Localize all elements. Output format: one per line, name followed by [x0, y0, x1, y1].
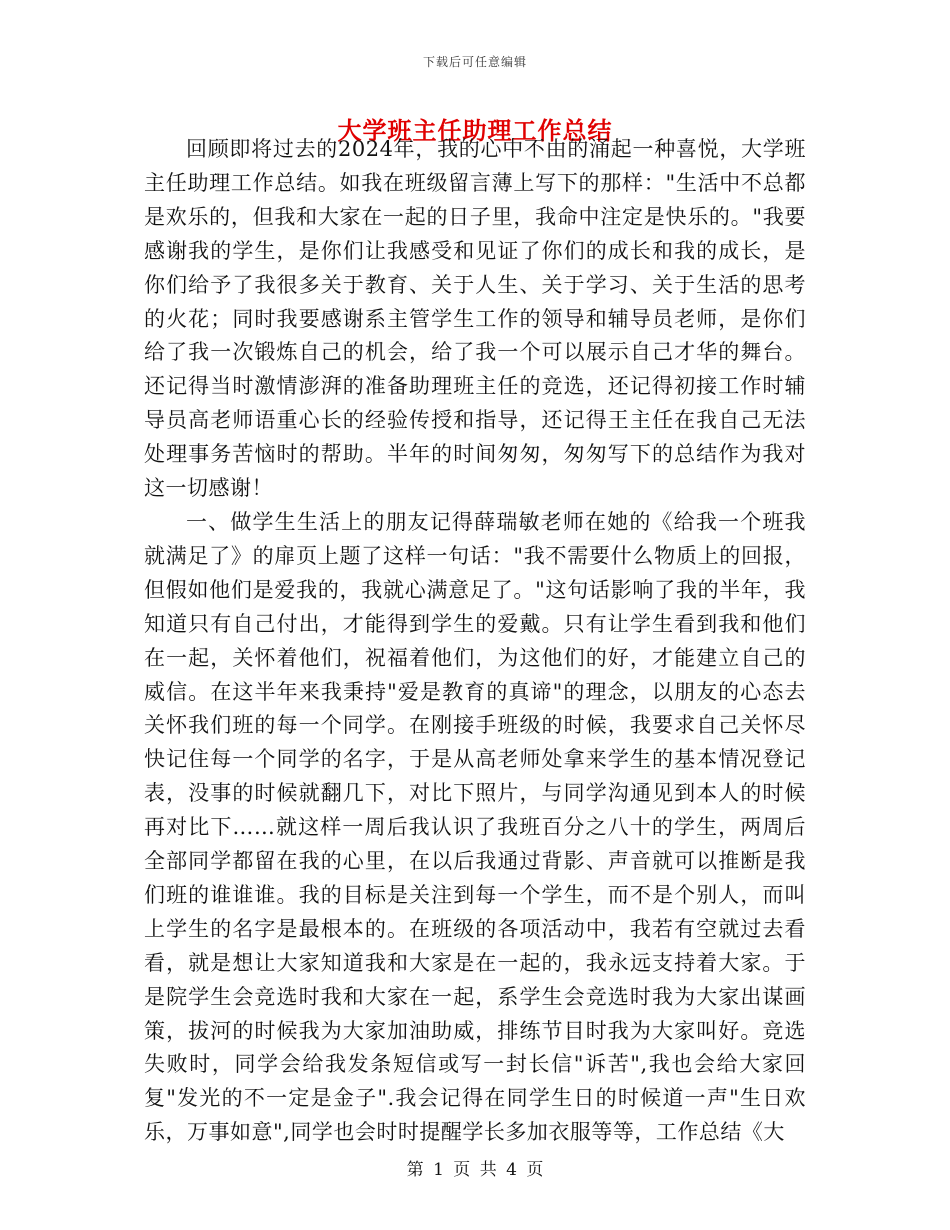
document-title: 大学班主任助理工作总结 [337, 116, 613, 145]
header-note: 下载后可任意编辑 [422, 55, 527, 69]
paragraph-section-one: 一、做学生生活上的朋友记得薛瑞敏老师在她的《给我一个班我就满足了》的扉页上题了这样一句话："我不需要什么物质上的回报，但假如他们是爱我的，我就心满意足了。"这句话影响了我的半年，我知道只有自己付出，才能得到学生的爱戴。只有让学生看到我和他们在一起，关怀着他们，祝福着他们，为这他们的好，才能建立自己的威信。在这半年来我秉持"爱是教育的真谛"的理念，以朋友的心态去关怀我们班的每一个同学。在刚接手班级的时候，我要求自己关怀尽快记住每一个同学的名字，于是从高老师处拿来学生的基本情况登记表，没事的时候就翻几下，对比下照片，与同学沟通见到本人的时候再对比下……就这样一周后我认识了我班百分之八十的学生，两周后全部同学都留在我的心里，在以后我通过背影、声音就可以推断是我们班的谁谁谁。我的目标是关注到每一个学生，而不是个别人，而叫上学生的名字是最根本的。在班级的各项活动中，我若有空就过去看看，就是想让大家知道我和大家是在一起的，我永远支持着大家。于是院学生会竞选时我和大家在一起，系学生会竞选时我为大家出谋画策，拔河的时候我为大家加油助威，排练节目时我为大家叫好。竞选失败时，同学会给我发条短信或写一封长信"诉苦",我也会给大家回复"发光的不一定是金子".我会记得在同学生日的时候道一声"生日欢乐，万事如意",同学也会时时提醒学长多加衣服等等，工作总结《大 [144, 509, 806, 1145]
paragraph-intro: 回顾即将过去的2024年，我的心中不由的涌起一种喜悦，大学班主任助理工作总结。如我在班级留言薄上写下的那样："生活中不总都是欢乐的，但我和大家在一起的日子里，我命中注定是快乐的。"我要感谢我的学生，是你们让我感受和见证了你们的成长和我的成长，是你们给予了我很多关于教育、关于人生、关于学习、关于生活的思考的火花；同时我要感谢系主管学生工作的领导和辅导员老师，是你们给了我一次锻炼自己的机会，给了我一个可以展示自己才华的舞台。还记得当时激情澎湃的准备助理班主任的竞选，还记得初接工作时辅导员高老师语重心长的经验传授和指导，还记得王主任在我自己无法处理事务苦恼时的帮助。半年的时间匆匆，匆匆写下的总结作为我对这一切感谢！ [144, 137, 806, 501]
page-number-footer: 第 1 页 共 4 页 [406, 1160, 544, 1180]
document-body [144, 133, 806, 1150]
